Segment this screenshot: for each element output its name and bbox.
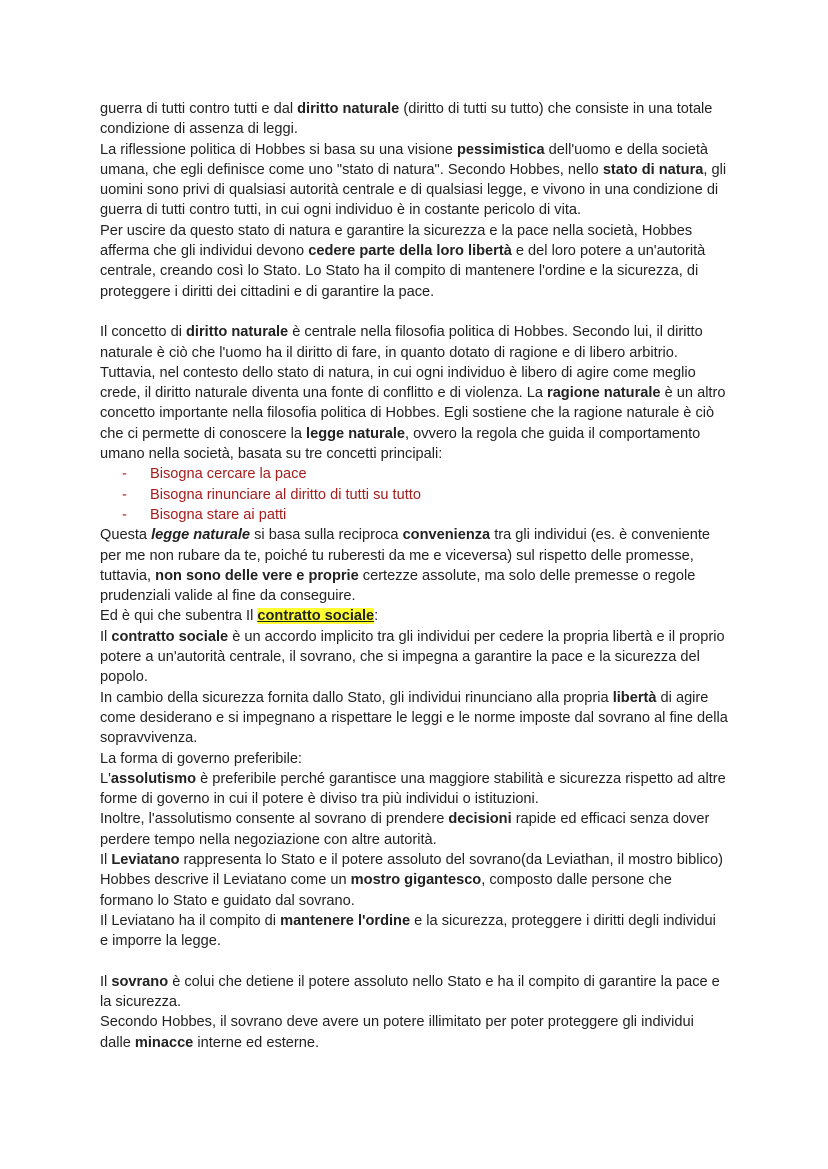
text: dell'uomo e della società umana, che egli definisce come uno "stato di natura". Secondo Hobbes, nello [100, 141, 708, 178]
list-item [122, 464, 728, 484]
paragraph-forma-governo [100, 749, 728, 769]
bold-term: Leviatano [111, 851, 180, 868]
bold-term: libertà [612, 689, 657, 706]
text: La forma di governo preferibile: [100, 750, 302, 767]
text: Ed è qui che subentra Il [100, 608, 258, 625]
paragraph-mostro [100, 870, 728, 911]
text: interne ed esterne. [193, 1034, 320, 1051]
bold-term: assolutismo [110, 770, 197, 787]
bold-term: ragione naturale [547, 385, 661, 402]
paragraph-gap [100, 302, 728, 322]
text: si basa sulla reciproca [250, 527, 403, 544]
text: Il [100, 851, 112, 868]
text: è preferibile perché garantisce una maggiore stabilità e sicurezza rispetto ad altre forme di governo in cui il potere è diviso tra più individui o istituzioni. [100, 770, 726, 808]
bold-term: legge naturale [306, 425, 405, 442]
text: Per uscire da questo stato di natura e garantire la sicurezza e la pace nella società, Hobbes afferma che gli individui devono [100, 222, 693, 260]
bold-term: stato di natura [602, 161, 704, 178]
bold-term: cedere parte della loro libertà [308, 243, 512, 260]
principles-list [100, 464, 728, 525]
text: rappresenta lo Stato e il potere assoluto del sovrano(da Leviathan, il mostro biblico) [179, 851, 724, 868]
text: è colui che detiene il potere assoluto nello Stato e ha il compito di garantire la pace e la sicurezza. [100, 973, 720, 1011]
highlighted-term: contratto sociale [257, 608, 375, 625]
list-dash: - [122, 506, 127, 523]
bold-term: non sono delle vere e proprie [155, 567, 359, 584]
list-item-text: Bisogna stare ai patti [150, 506, 287, 523]
paragraph-potere-illimitato [100, 1012, 728, 1053]
paragraph-leviatano [100, 850, 728, 870]
paragraph-cambio-sicurezza [100, 688, 728, 749]
text: Il [100, 628, 112, 645]
bold-term: mostro gigantesco [350, 872, 482, 889]
text: certezze assolute, ma solo delle premesse o regole prudenziali valide al fine da conseguire. [100, 567, 696, 605]
paragraph-sovrano [100, 972, 728, 1013]
list-item [122, 505, 728, 525]
bold-term: diritto naturale [186, 324, 289, 341]
text: guerra di tutti contro tutti e dal [100, 101, 298, 117]
text: , gli uomini sono privi di qualsiasi autorità centrale e di qualsiasi legge, e vivono in una condizione di guerra di tutti contro tutti, in cui ogni individuo è in costante pericolo di vita. [100, 161, 727, 219]
text: In cambio della sicurezza fornita dallo Stato, gli individui rinunciano alla propria [100, 689, 613, 706]
bold-term: contratto sociale [111, 628, 229, 645]
text: , composto dalle persone che formano lo Stato e guidato dal sovrano. [100, 872, 672, 909]
text: Il [100, 973, 112, 990]
paragraph-contratto-sociale [100, 627, 728, 688]
text: tra gli individui (es. è conveniente per me non rubare da te, poiché tu ruberesti da me e viceversa) sul rispetto delle promesse, tuttavia, [100, 527, 710, 584]
list-item-text: Bisogna rinunciare al diritto di tutti su tutto [150, 486, 421, 503]
text: Questa [100, 527, 152, 544]
paragraph-riflessione-politica [100, 140, 728, 221]
list-item-text: Bisogna cercare la pace [150, 466, 307, 483]
paragraph-legge-naturale [100, 525, 728, 606]
text: L' [100, 770, 111, 787]
paragraph-uscire-stato-natura [100, 221, 728, 302]
text: è centrale nella filosofia politica di Hobbes. Secondo lui, il diritto naturale è ciò che l'uomo ha il diritto di fare, in quanto dotato di ragione e di libero arbitrio. Tuttavia, nel contesto dello stato di natura, in cui ogni individuo è libero di agire come meglio crede, il diritto naturale diventa una fonte di conflitto e di violenza. La [100, 324, 703, 402]
paragraph-subentra-contratto [100, 606, 728, 626]
bold-term: decisioni [448, 811, 512, 828]
bold-term: diritto naturale [297, 101, 400, 117]
text: è un accordo implicito tra gli individui per cedere la propria libertà e il proprio potere a un'autorità centrale, il sovrano, che si impegna a garantire la pace e la sicurezza del popolo. [100, 628, 725, 686]
bold-term: sovrano [111, 973, 169, 990]
text: di agire come desiderano e si impegnano a rispettare le leggi e le norme imposte dal sovrano al fine della sopravvivenza. [100, 689, 728, 747]
text: Secondo Hobbes, il sovrano deve avere un potere illimitato per poter proteggere gli individui dalle [100, 1014, 694, 1051]
bold-term: mantenere l'ordine [280, 912, 411, 929]
text: è un altro concetto importante nella filosofia politica di Hobbes. Egli sostiene che la ragione naturale è ciò che ci permette di conoscere la [100, 385, 726, 442]
text: : [374, 608, 379, 625]
text: Inoltre, l'assolutismo consente al sovrano di prendere [100, 811, 449, 828]
text: e del loro potere a un'autorità centrale, creando così lo Stato. Lo Stato ha il compito di mantenere l'ordine e la sicurezza, di proteggere i diritti dei cittadini e di garantire la pace. [100, 243, 706, 300]
bold-italic-term: legge naturale [151, 527, 251, 544]
paragraph-compito-leviatano [100, 911, 728, 952]
text: , ovvero la regola che guida il comportamento umano nella società, basata su tre concetti principali: [100, 425, 701, 463]
list-dash: - [122, 466, 127, 483]
paragraph-gap [100, 951, 728, 971]
text: Il concetto di [100, 324, 186, 341]
list-dash: - [122, 486, 127, 503]
paragraph-diritto-naturale [100, 322, 728, 464]
text: rapide ed efficaci senza dover perdere tempo nella negoziazione con altre autorità. [100, 811, 710, 848]
bold-term: minacce [134, 1034, 194, 1051]
paragraph-stato-guerra [100, 99, 728, 140]
text: La riflessione politica di Hobbes si basa su una visione [100, 141, 457, 158]
text: Hobbes descrive il Leviatano come un [100, 872, 351, 889]
text: Il Leviatano ha il compito di [100, 912, 281, 929]
text: e la sicurezza, proteggere i diritti degli individui e imporre la legge. [100, 912, 716, 950]
bold-term: pessimistica [456, 141, 545, 158]
bold-term: convenienza [402, 527, 491, 544]
text: (diritto di tutti su tutto) che consiste in una totale condizione di assenza di leggi. [100, 101, 713, 138]
paragraph-decisioni [100, 809, 728, 850]
paragraph-assolutismo [100, 769, 728, 810]
list-item [122, 485, 728, 505]
